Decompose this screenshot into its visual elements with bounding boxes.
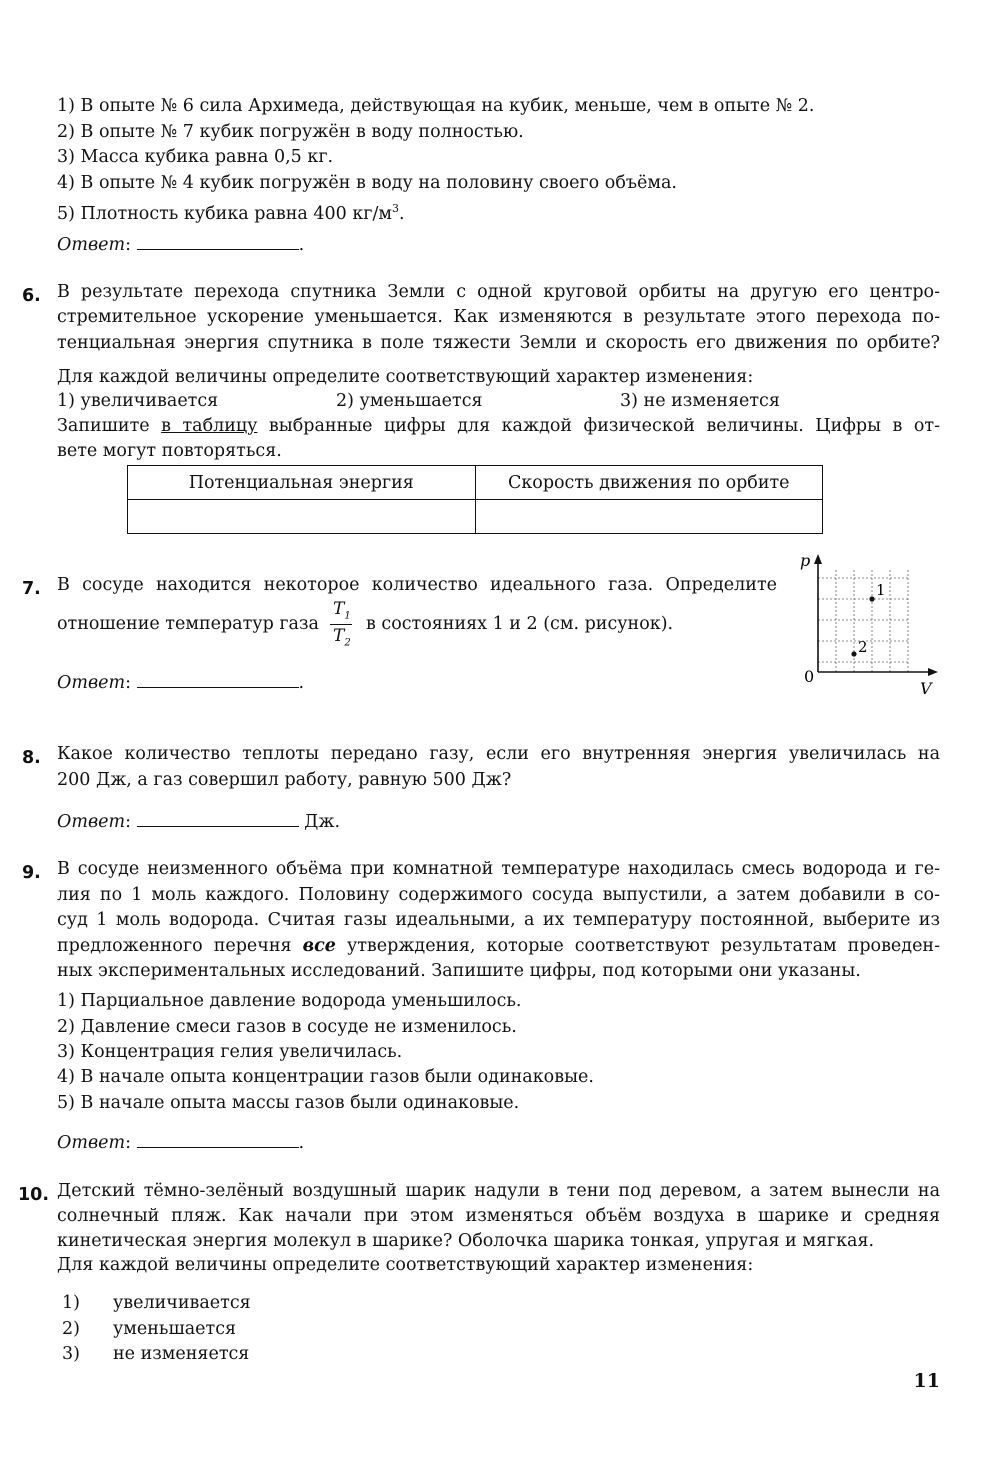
q7-answer: Ответ: . <box>57 673 305 693</box>
q7-fraction-bar <box>330 624 352 625</box>
p-axis-arrow <box>814 554 822 564</box>
q10-number: 10. <box>18 1185 50 1205</box>
q6-choice-2: 2) уменьшается <box>336 391 483 411</box>
q8-answer: Ответ: Дж. <box>57 812 341 832</box>
q10-choice-1: увеличивается <box>113 1293 251 1313</box>
q8-text-line-1: Какое количество теплоты передано газу, если его внутренняя энергия увеличилась на <box>57 744 940 764</box>
q10-choice-1-num: 1) <box>62 1293 80 1313</box>
q9-text-line-4: предложенного перечня все утверждения, которые соответствуют результатам проведен- <box>57 936 941 956</box>
q7-number: 7. <box>22 579 41 599</box>
q6-instruction: Для каждой величины определите соответствующий характер изменения: <box>57 367 754 387</box>
q10-choice-2: уменьшается <box>113 1319 237 1339</box>
q10-choice-2-num: 2) <box>62 1319 80 1339</box>
q6-answer-cell-2[interactable] <box>475 500 823 534</box>
q5-answer-blank[interactable] <box>137 235 299 250</box>
q7-answer-blank[interactable] <box>137 673 299 688</box>
q5-option-5: 5) Плотность кубика равна 400 $кг/м^3$. <box>57 202 405 224</box>
q7-pv-graph <box>790 548 950 698</box>
q5-option-4: 4) В опыте № 4 кубик погружён в воду на половину своего объёма. <box>57 173 677 193</box>
v-axis-label: V <box>920 679 932 698</box>
q6-number: 6. <box>22 286 41 306</box>
graph-grid <box>818 570 910 672</box>
q9-option-2: 2) Давление смеси газов в сосуде не изменилось. <box>57 1017 517 1037</box>
v-axis-arrow <box>928 668 938 676</box>
q9-option-5: 5) В начале опыта массы газов были одинаковые. <box>57 1093 520 1113</box>
q6-choice-3: 3) не изменяется <box>620 391 780 411</box>
q5-option-2: 2) В опыте № 7 кубик погружён в воду полностью. <box>57 122 524 142</box>
q9-option-4: 4) В начале опыта концентрации газов были одинаковые. <box>57 1067 594 1087</box>
q6-answer-table <box>127 465 823 534</box>
origin-label: 0 <box>804 667 815 686</box>
state-point-2-label: 2 <box>858 638 868 656</box>
q9-text-line-5: ных экспериментальных исследований. Запишите цифры, под которыми они указаны. <box>57 961 861 981</box>
q8-answer-blank[interactable] <box>137 812 299 827</box>
q6-write-instruction: Запишите в таблицу выбранные цифры для каждой физической величины. Цифры в от- <box>57 416 940 436</box>
q7-text-line-2-pre: отношение температур газа <box>57 614 319 634</box>
q10-text-line-3: кинетическая энергия молекул в шарике? Оболочка шарика тонкая, упругая и мягкая. <box>57 1231 875 1251</box>
q10-text-line-4: Для каждой величины определите соответствующий характер изменения: <box>57 1255 754 1275</box>
page-number: 11 <box>913 1370 940 1392</box>
q6-write-line-2: вете могут повторяться. <box>57 441 282 461</box>
q10-choice-3-num: 3) <box>62 1344 80 1364</box>
q9-text-line-3: суд 1 моль водорода. Считая газы идеальными, а их температуру постоянной, выберите из <box>57 910 940 930</box>
q6-text-line-2: стремительное ускорение уменьшается. Как изменяются в результате этого перехода по- <box>57 307 940 327</box>
q6-table-header-speed: Скорость движения по орбите <box>475 466 823 500</box>
q9-number: 9. <box>22 863 41 883</box>
state-point-2 <box>851 651 856 656</box>
state-point-1-label: 1 <box>876 581 886 599</box>
q8-number: 8. <box>22 748 41 768</box>
q9-option-1: 1) Парциальное давление водорода уменьшилось. <box>57 991 522 1011</box>
q6-table-header-potential: Потенциальная энергия <box>128 466 476 500</box>
q6-answer-cell-1[interactable] <box>128 500 476 534</box>
q6-text-line-1: В результате перехода спутника Земли с одной круговой орбиты на другую его центро- <box>57 282 940 302</box>
q10-text-line-1: Детский тёмно-зелёный воздушный шарик надули в тени под деревом, а затем вынесли на <box>57 1181 940 1201</box>
q7-fraction-numerator: $T_1$ <box>333 599 351 622</box>
q6-text-line-3: тенциальная энергия спутника в поле тяжести Земли и скорость его движения по орбите? <box>57 333 940 353</box>
q9-answer: Ответ: . <box>57 1133 305 1153</box>
p-axis-label: p <box>800 551 811 570</box>
q10-text-line-2: солнечный пляж. Как начали при этом изменяться объём воздуха в шарике и средняя <box>57 1206 940 1226</box>
q9-option-3: 3) Концентрация гелия увеличилась. <box>57 1042 403 1062</box>
q6-choice-1: 1) увеличивается <box>57 391 219 411</box>
q7-fraction-denominator: $T_2$ <box>333 626 351 649</box>
state-point-1 <box>869 596 874 601</box>
q5-answer: Ответ: . <box>57 235 305 255</box>
q9-text-line-1: В сосуде неизменного объёма при комнатной температуре находилась смесь водорода и ге- <box>57 859 940 879</box>
q5-option-1: 1) В опыте № 6 сила Архимеда, действующая на кубик, меньше, чем в опыте № 2. <box>57 96 815 116</box>
q5-option-3: 3) Масса кубика равна 0,5 кг. <box>57 147 334 167</box>
q7-text-line-2-post: в состояниях 1 и 2 (см. рисунок). <box>366 614 674 634</box>
q10-choice-3: не изменяется <box>113 1344 250 1364</box>
q9-answer-blank[interactable] <box>137 1133 299 1148</box>
q9-text-line-2: лия по 1 моль каждого. Половину содержимого сосуда выпустили, а затем добавили в со- <box>57 885 940 905</box>
q8-text-line-2: 200 Дж, а газ совершил работу, равную 500 Дж? <box>57 770 512 790</box>
q7-text-line-1: В сосуде находится некоторое количество идеального газа. Определите <box>57 575 777 595</box>
